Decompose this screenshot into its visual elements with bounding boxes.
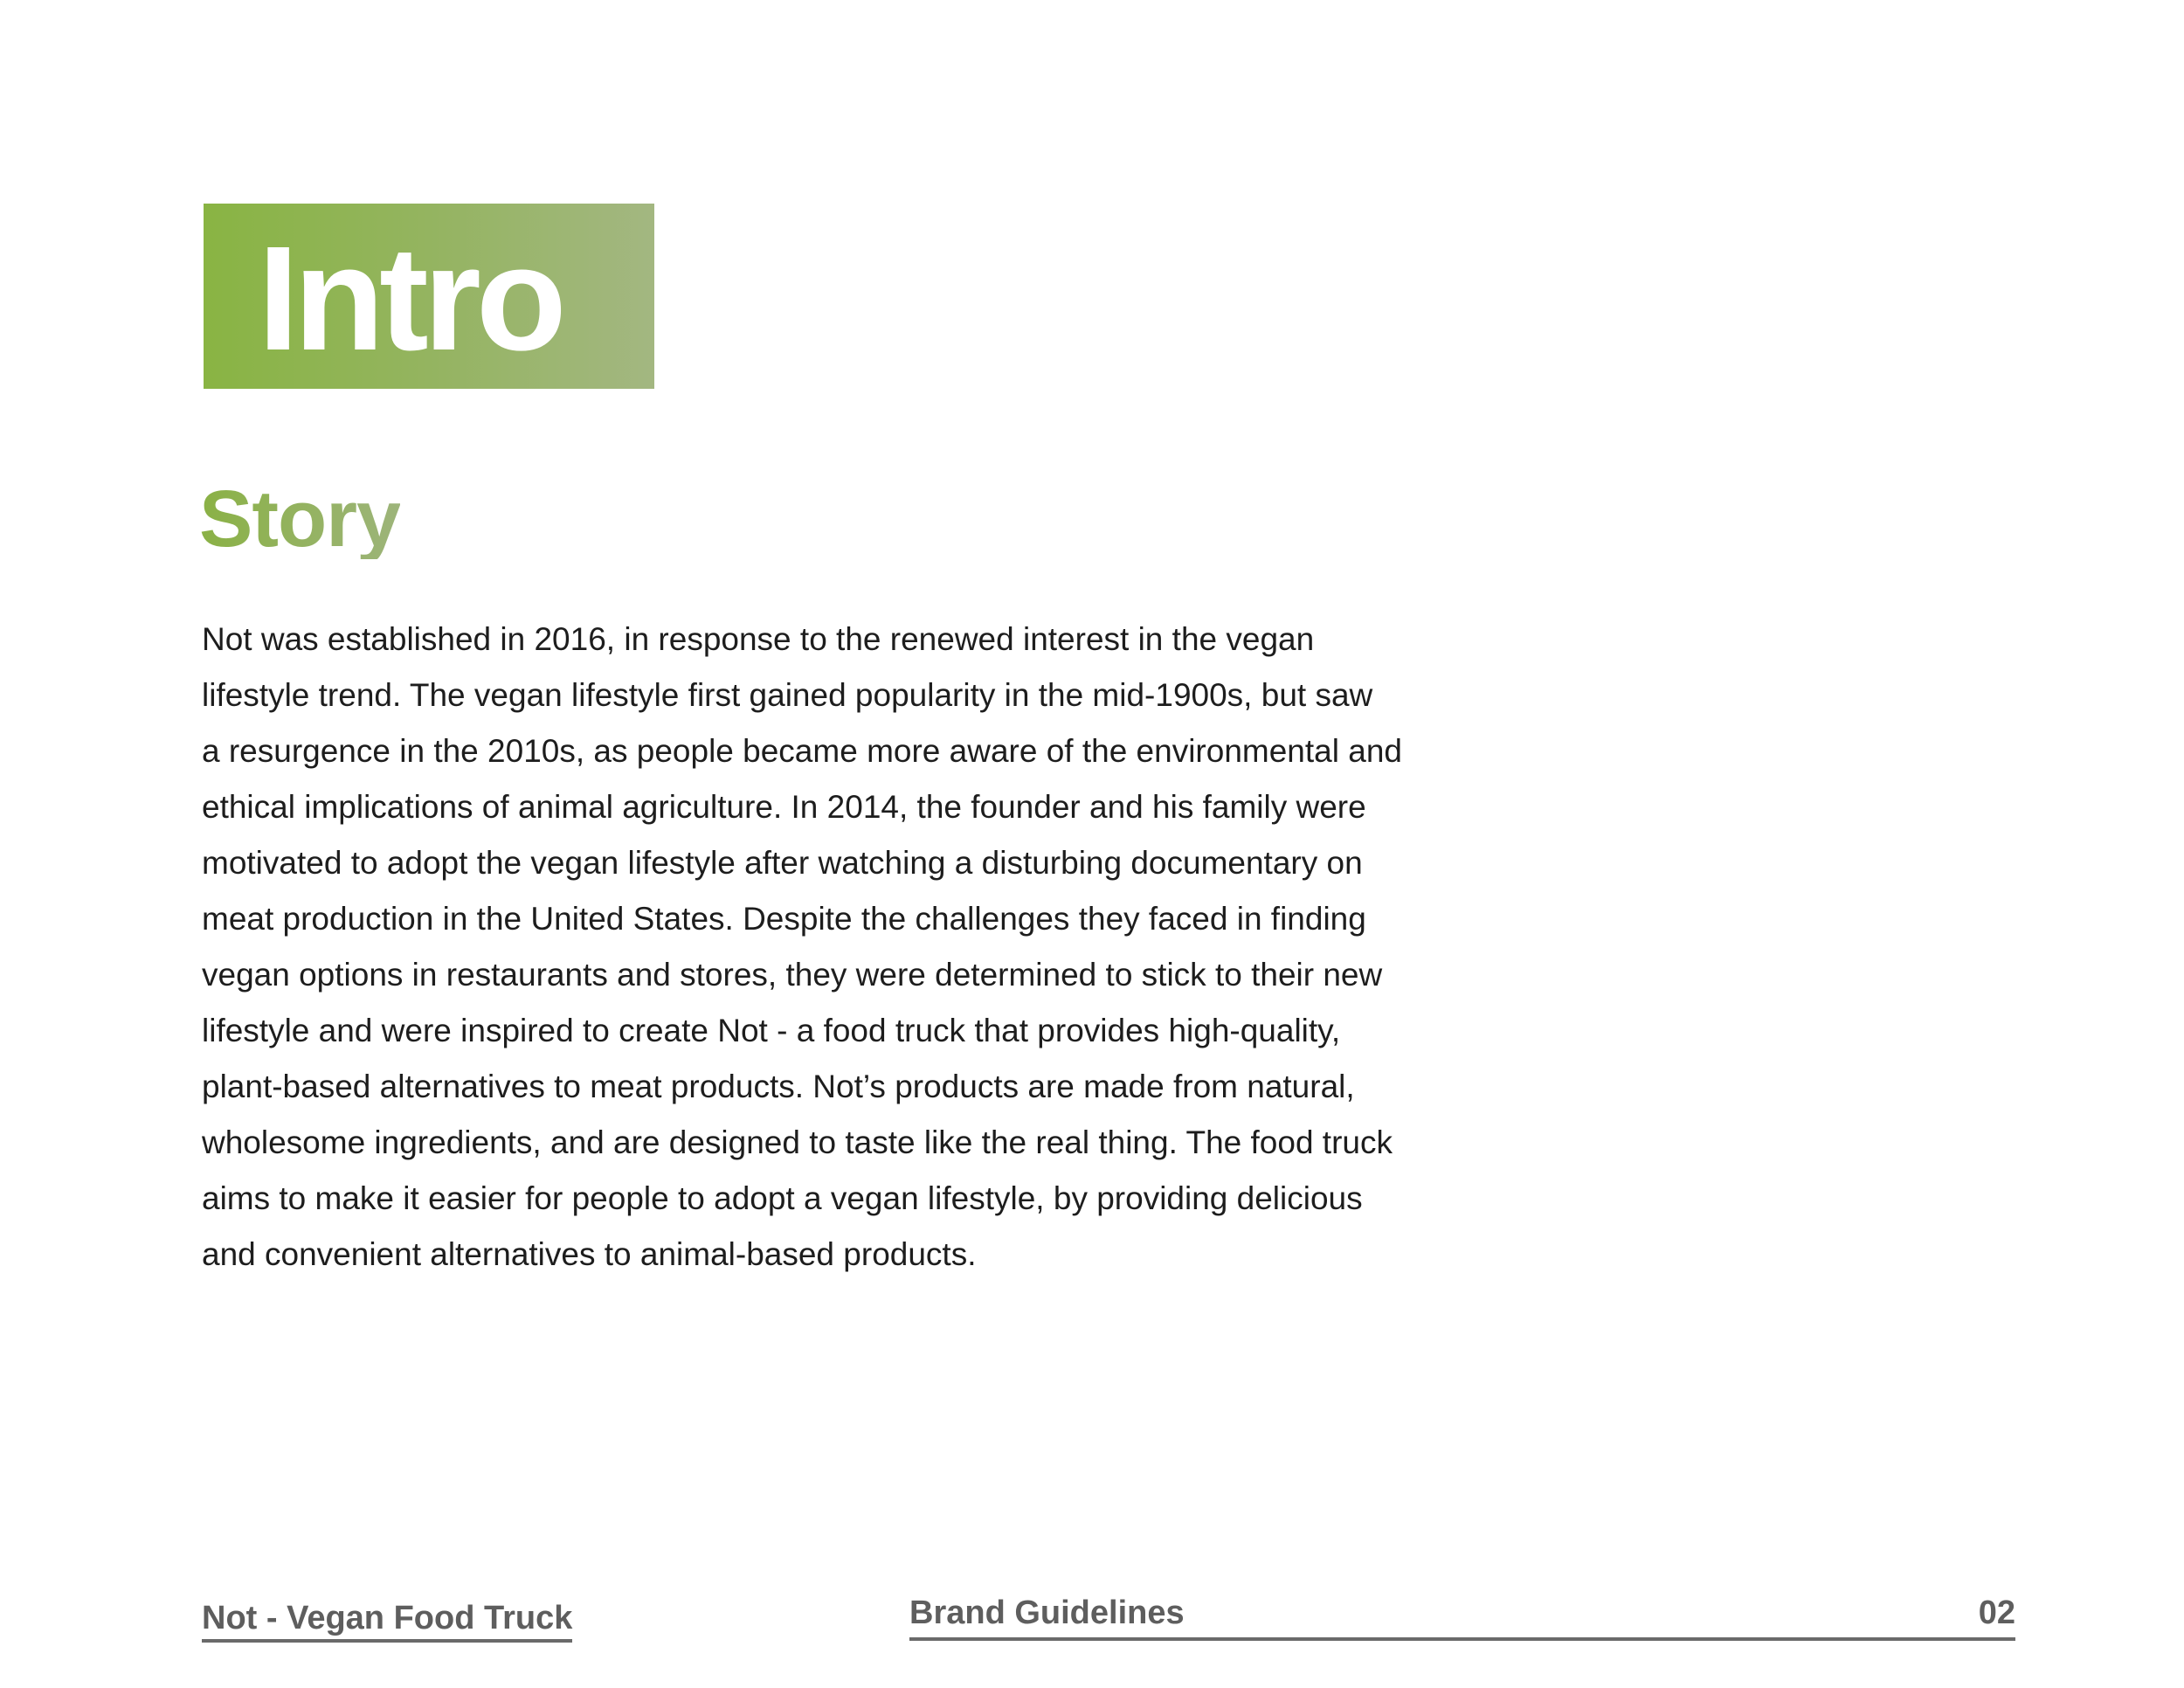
story-line: a resurgence in the 2010s, as people became more aware of the environmental and xyxy=(202,733,1402,769)
section-heading: Story xyxy=(199,474,401,564)
story-line: lifestyle trend. The vegan lifestyle first gained popularity in the mid-1900s, but saw xyxy=(202,677,1373,713)
page-number: 02 xyxy=(1978,1595,2015,1631)
story-paragraph xyxy=(202,612,1460,1283)
story-line: Not was established in 2016, in response to the renewed interest in the vegan xyxy=(202,621,1315,657)
story-line: meat production in the United States. Despite the challenges they faced in finding xyxy=(202,901,1366,937)
footer-section-title: Brand Guidelines xyxy=(909,1595,1185,1631)
intro-title-banner xyxy=(204,204,654,389)
story-line: plant-based alternatives to meat products. Not’s products are made from natural, xyxy=(202,1069,1355,1104)
page-title: Intro xyxy=(258,216,562,382)
story-line: and convenient alternatives to animal-based products. xyxy=(202,1236,977,1272)
story-line: aims to make it easier for people to adopt a vegan lifestyle, by providing delicious xyxy=(202,1180,1363,1216)
story-line: motivated to adopt the vegan lifestyle after watching a disturbing documentary on xyxy=(202,845,1363,881)
story-line: ethical implications of animal agriculture. In 2014, the founder and his family were xyxy=(202,789,1366,825)
story-line: wholesome ingredients, and are designed to taste like the real thing. The food truck xyxy=(202,1124,1393,1160)
story-line: lifestyle and were inspired to create Not - a food truck that provides high-quality, xyxy=(202,1013,1341,1048)
footer-section-bar xyxy=(909,1595,2015,1641)
footer-brand-name: Not - Vegan Food Truck xyxy=(202,1601,572,1643)
story-line: vegan options in restaurants and stores, they were determined to stick to their new xyxy=(202,957,1383,993)
